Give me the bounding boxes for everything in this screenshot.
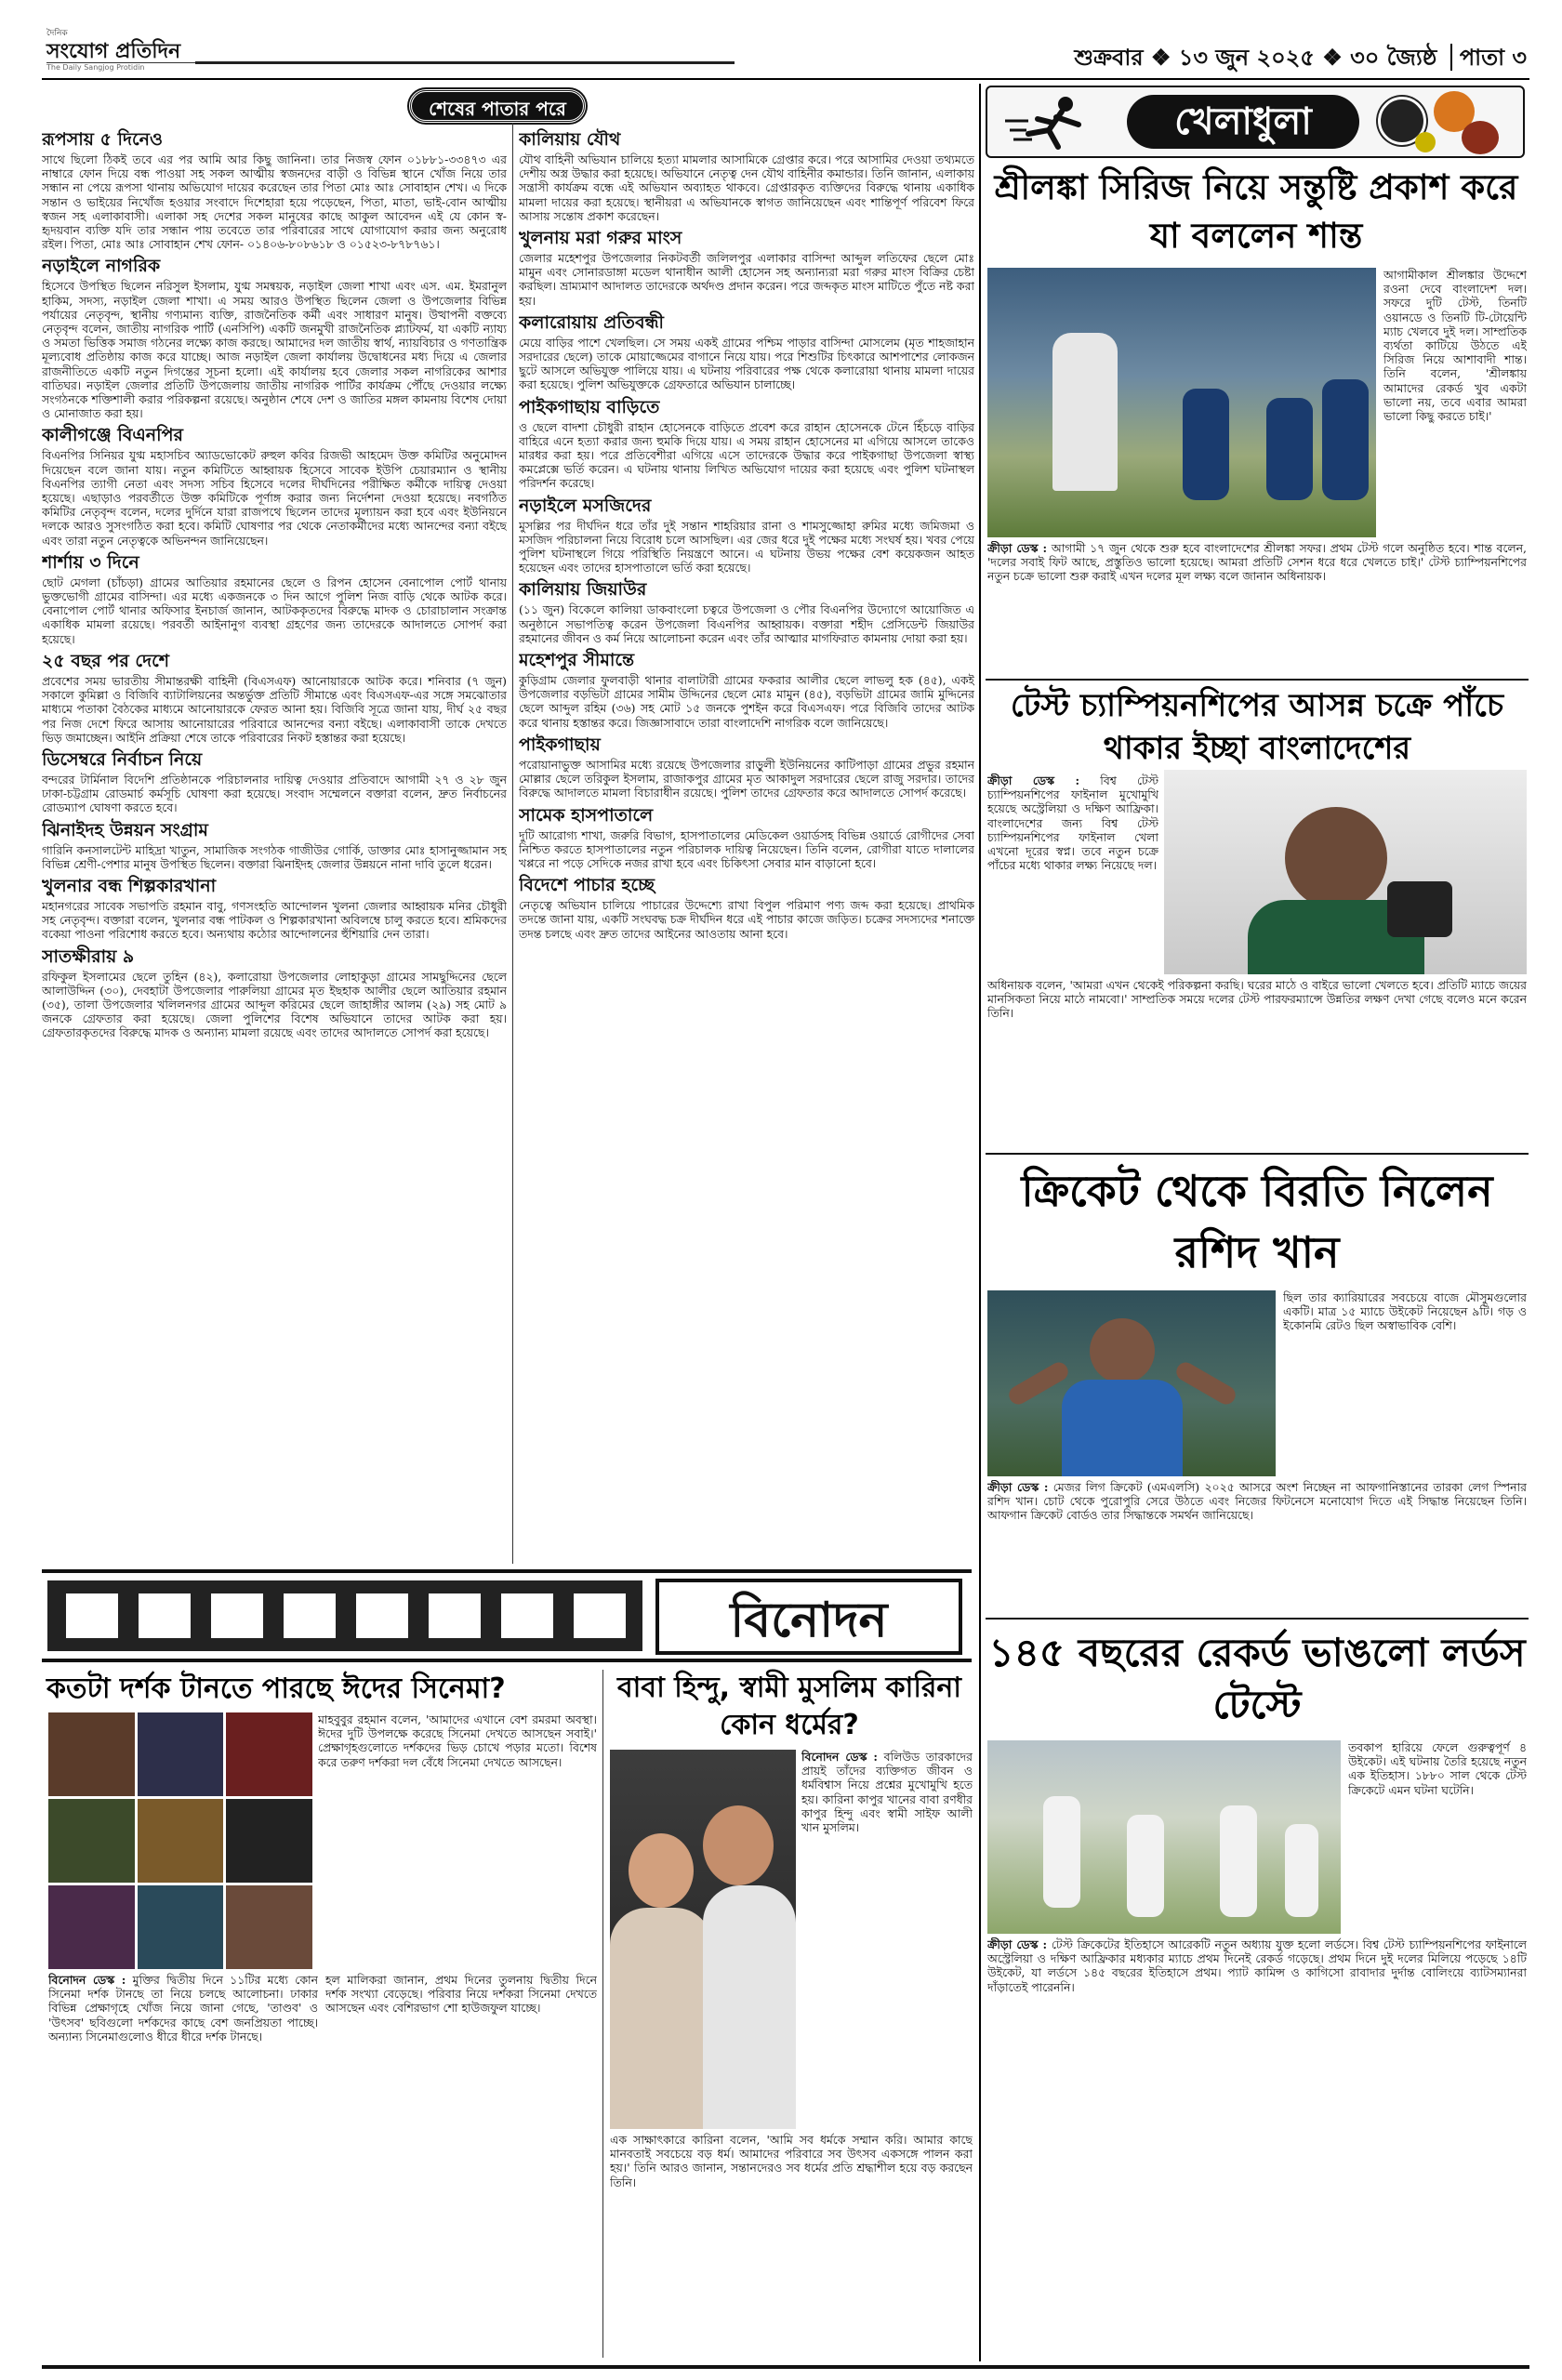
kareena-saif-photo bbox=[610, 1750, 796, 2129]
logo-english: The Daily Sangjog Protidin bbox=[46, 62, 195, 72]
headline-samek-hospital: সামেক হাসপাতালে bbox=[519, 804, 654, 826]
rashid-article-part2 bbox=[987, 1480, 1527, 1610]
article-narail-mosque: মুসল্লির পর দীর্ঘদিন ধরে তাঁর দুই সন্তান শাহরিয়ার রানা ও শামসুজ্জোহা রুমির মধ্যে জমিজমা ও মসজিদ পরিচালনা নিয়ে বিরোধ চলে আসছিল। এর জের ধরে দুই পক্ষের মধ্যে সংঘর্ষ হয়। খবর পেয়ে পুলিশ ঘটনাস্থলে গিয়ে পরিস্থিতি নিয়ন্ত্রণে আনে। এ ঘটনায় উভয় পক্ষের বেশ কয়েকজন আহত হয়েছেন এবং তাদের হাসপাতালে ভর্তি করা হয়েছে। bbox=[519, 518, 974, 575]
headline-kalia-joint: কালিয়ায় যৌথ bbox=[519, 129, 621, 150]
kareena-article-body: বলিউড তারকাদের প্রায়ই তাঁদের ব্যক্তিগত জীবন ও ধর্মবিশ্বাস নিয়ে প্রশ্নের মুখোমুখি হতে হয়। কারিনা কাপুর খানের বাবা রণধীর কাপুর হিন্দু এবং স্বামী সাইফ আলী খান মুসলিম। bbox=[801, 1750, 973, 1835]
sports-desk-credit-3: ক্রীড়া ডেস্ক : bbox=[987, 1480, 1049, 1494]
headline-jhenaidah: ঝিনাইদহ উন্নয়ন সংগ্রাম bbox=[42, 819, 208, 840]
masthead-rule bbox=[195, 61, 735, 64]
entertainment-banner bbox=[42, 1569, 972, 1662]
article-25-years: প্রবেশের সময় ভারতীয় সীমান্তরক্ষী বাহিনী (বিএসএফ) আনোয়ারকে আটক করে। শনিবার (৭ জুন) সকালে কুমিল্লা ও বিজিবি ব্যাটালিয়নের অন্তর্ভুক্ত প্রতিটি সীমান্তে এবং বিএসএফ-এর সঙ্গে সমঝোতার মাধ্যমে পতাকা বৈঠকের মাধ্যমে আনোয়ারকে ফেরত আনা হয়। বিজিবি সূত্রে জানা যায়, দীর্ঘ ২৫ বছর পর নিজ দেশে ফিরে আসায় আনোয়ারের পরিবারে আনন্দের বন্যা বইছে। এলাকাবাসী তাকে দেখতে ভিড় জমাচ্ছেন। আইনি প্রক্রিয়া শেষে তাকে পরিবারের নিকট হস্তান্তর করা হয়েছে। bbox=[42, 673, 507, 745]
sports-desk-credit: ক্রীড়া ডেস্ক : bbox=[987, 541, 1048, 555]
eid-cinema-part2 bbox=[48, 1973, 318, 2356]
headline-lords-record: ১৪৫ বছরের রেকর্ড ভাঙলো লর্ডস টেস্টে bbox=[988, 1630, 1526, 1727]
filmstrip-graphic bbox=[47, 1580, 642, 1651]
headline-rupsha: রূপসায় ৫ দিনেও bbox=[42, 129, 163, 150]
shanto-article-part2 bbox=[987, 541, 1527, 677]
column-divider bbox=[512, 123, 513, 1564]
headline-december: ডিসেম্বরে নির্বাচন নিয়ে bbox=[42, 748, 203, 770]
headline-shanto: শ্রীলঙ্কা সিরিজ নিয়ে সন্তুষ্টি প্রকাশ করে যা বললেন শান্ত bbox=[994, 167, 1518, 256]
article-paikgacha-home: ও ছেলে বাদশা চৌধুরী রাহান হোসেনকে বাড়িতে প্রবেশ করে রাহান হোসেনকে টেনে হিঁচড়ে বাড়ির বাহিরে এনে হত্যা করার জন্য হুমকি দিয়ে যায়। এ সময় রাহান হোসেনের মা এগিয়ে আসলে তাকেও মারধর করা হয়। পরে প্রতিবেশীরা এগিয়ে এসে তাদেরকে উদ্ধার করে পাইকগাছা উপজেলা স্বাস্থ্য কমপ্লেক্সে ভর্তি করেন। এ ঘটনায় থানায় লিখিত অভিযোগ দায়ের করা হয়েছে এবং পুলিশ ঘটনাস্থল পরিদর্শন করেছে। bbox=[519, 419, 974, 491]
kareena-article-part2: এক সাক্ষাৎকারে কারিনা বলেন, 'আমি সব ধর্মকে সম্মান করি। আমার কাছে মানবতাই সবচেয়ে বড় ধর্ম। আমাদের পরিবারে সব উৎসব একসঙ্গে পালন করা হয়।' তিনি আরও জানান, সন্তানদেরও সব ধর্মের প্রতি শ্রদ্ধাশীল হয়ে বড় করছেন তিনি। bbox=[610, 2133, 973, 2189]
headline-narail: নড়াইলে নাগরিক bbox=[42, 256, 161, 277]
headline-kalia-zia: কালিয়ায় জিয়াউর bbox=[519, 579, 647, 601]
wtc-article-part1 bbox=[987, 774, 1158, 950]
wtc-article-part2: অধিনায়ক বলেন, 'আমরা এখন থেকেই পরিকল্পনা করছি। ঘরের মাঠে ও বাইরে ভালো খেলতে হবে। প্রতিটি ম্যাচে জয়ের মানসিকতা নিয়ে মাঠে নামবো।' সাম্প্রতিক সময়ে দলের টেস্ট পারফরম্যান্সে উন্নতির লক্ষণ দেখা গেছে বলেও মনে করেন তিনি। bbox=[987, 978, 1527, 1021]
issue-date bbox=[1074, 41, 1527, 78]
masthead-divider bbox=[42, 78, 1529, 80]
article-kaliganj: বিএনপির সিনিয়র যুগ্ম মহাসচিব অ্যাডভোকেট রুহুল কবির রিজভী আহমেদ উক্ত কমিটির অনুমোদন দিয়েছেন বলে জানা যায়। নতুন কমিটিতে আহ্বায়ক হিসেবে সাবেক ইউপি চেয়ারম্যান ও স্থানীয় বিএনপির ত্যাগী নেতা এবং সদস্য সচিব হিসেবে দলের দীর্ঘদিনের পরীক্ষিত কর্মীকে দায়িত্ব দেওয়া হয়েছে। এছাড়াও পরবর্তীতে উক্ত কমিটিকে পূর্ণাঙ্গ করার জন্য নির্দেশনা দেওয়া হয়েছে। নবগঠিত কমিটির নেতৃবৃন্দ বলেন, দলের দুর্দিনে যারা রাজপথে ছিলেন তাদের মূল্যায়ন করা হবে এবং ইউনিয়নে দলকে আরও সুসংগঠিত করা হবে। কমিটি ঘোষণার পর থেকে নেতাকর্মীদের মধ্যে আনন্দের বন্যা বইছে এবং তারা নতুন নেতৃত্বকে অভিনন্দন জানিয়েছেন। bbox=[42, 448, 507, 548]
article-kalia-joint: যৌথ বাহিনী অভিযান চালিয়ে হত্যা মামলার আসামিকে গ্রেপ্তার করে। পরে আসামির দেওয়া তথ্যমতে দেশীয় অস্ত্র উদ্ধার করা হয়েছে। অভিযানে নেতৃত্ব দেন যৌথ বাহিনীর কমান্ডার। তিনি জানান, এলাকায় সন্ত্রাসী কার্যক্রম বন্ধে এই অভিযান অব্যাহত থাকবে। গ্রেপ্তারকৃত ব্যক্তিদের বিরুদ্ধে থানায় একাধিক মামলা দায়ের করা হয়েছে। স্থানীয়রা এ অভিযানকে স্বাগত জানিয়েছেন এবং শান্তিপূর্ণ পরিবেশ ফিরে আসায় সন্তোষ প্রকাশ করেছেন। bbox=[519, 152, 974, 223]
date-text: শুক্রবার ❖ ১৩ জুন ২০২৫ ❖ ৩০ জ্যৈষ্ঠ bbox=[1074, 44, 1437, 71]
headline-satkhira: সাতক্ষীরায় ৯ bbox=[42, 945, 135, 967]
article-khulna-meat: জেলার মহেশপুর উপজেলার নিকটবর্তী জলিলপুর এলাকার বাসিন্দা আব্দুল লতিফের ছেলে মোঃ মামুন এবং সোনারডাঙ্গা মডেল থানাধীন আলী হোসেন সহ অন্যান্যরা মরা গরুর মাংস বিক্রির চেষ্টা করছিল। ভ্রাম্যমাণ আদালত তাদেরকে অর্থদণ্ড প্রদান করেন। পরে জব্দকৃত মাংস মাটিতে পুঁতে নষ্ট করা হয়। bbox=[519, 251, 974, 308]
runner-icon bbox=[1000, 93, 1112, 152]
article-smuggling: নেতৃত্বে অভিযান চালিয়ে পাচারের উদ্দেশ্যে রাখা বিপুল পরিমাণ পণ্য জব্দ করা হয়েছে। প্রাথমিক তদন্তে জানা যায়, একটি সংঘবদ্ধ চক্র দীর্ঘদিন ধরে এই পাচার কাজে জড়িত। চক্রের সদস্যদের শনাক্তে তদন্ত চলছে এবং দ্রুত তাদের আইনের আওতায় আনা হবে। bbox=[519, 898, 974, 941]
kareena-article-part1 bbox=[801, 1750, 973, 2129]
eid-cinema-body: মুক্তির দ্বিতীয় দিনে ১১টির মধ্যে কোন সিনেমা দর্শক টানছে তা নিয়ে চলছে আলোচনা। ঢাকার বিভিন্ন প্রেক্ষাগৃহে খোঁজ নিয়ে জানা গেছে, 'তাণ্ডব' ও 'উৎসব' ছবিগুলো দর্শকদের কাছে বেশ জনপ্রিয়তা পাচ্ছে। অন্যান্য সিনেমাগুলোও ধীরে ধীরে দর্শক টানছে। bbox=[48, 1973, 318, 2043]
sports-banner bbox=[986, 86, 1525, 158]
rashid-article-part1: ছিল তার ক্যারিয়ারের সবচেয়ে বাজে মৌসুমগুলোর একটি। মাত্র ১৫ ম্যাচে উইকেট নিয়েছেন ৯টি। গড় ও ইকোনমি রেটও ছিল অস্বাভাবিক বেশি। bbox=[1283, 1290, 1527, 1333]
article-jhenaidah: গারিনি কনসালটেন্ট মাহিদ্রা খাতুন, সামাজিক সংগঠক গাজীউর গোর্কি, ডাক্তার মোঃ হাসানুজ্জামান সহ বিভিন্ন শ্রেণী-পেশার মানুষ উপস্থিত ছিলেন। বক্তারা ঝিনাইদহ জেলার উন্নয়নে নানা দাবি তুলে ধরেন। bbox=[42, 842, 507, 871]
eid-cinema-part1: মাহবুবুর রহমান বলেন, 'আমাদের এখানে বেশ রমরমা অবস্থা। ঈদের দুটি উপলক্ষে করেছে সিনেমা দেখতে আসছেন সবাই।' প্রেক্ষাগৃহগুলোতে দর্শকদের ভিড় চোখে পড়ার মতো। বিশেষ করে তরুণ দর্শকরা দল বেঁধে সিনেমা দেখতে আসছেন। bbox=[318, 1712, 597, 1769]
shanto-article-body: আগামী ১৭ জুন থেকে শুরু হবে বাংলাদেশের শ্রীলঙ্কা সফর। প্রথম টেস্ট গলে অনুষ্ঠিত হবে। শান্ত বলেন, 'দলের সবাই ফিট আছে, প্রস্তুতিও ভালো হয়েছে। আমরা প্রতিটি সেশন ধরে ধরে খেলতে চাই।' টেস্ট চ্যাম্পিয়নশিপের নতুন চক্রে ভালো শুরু করাই এখন দলের মূল লক্ষ্য বলে জানান অধিনায়ক। bbox=[987, 541, 1527, 584]
headline-sharsha: শার্শায় ৩ দিনে bbox=[42, 551, 139, 573]
rashid-article-body: মেজর লিগ ক্রিকেট (এমএলসি) ২০২৫ আসরে অংশ নিচ্ছেন না আফগানিস্তানের তারকা লেগ স্পিনার রশিদ খান। চোট থেকে পুরোপুরি সেরে উঠতে এবং নিজের ফিটনেসে মনোযোগ দিতে এই সিদ্ধান্ত নিয়েছেন তিনি। আফগান ক্রিকেট বোর্ডও তার সিদ্ধান্তকে সমর্থন জানিয়েছে। bbox=[987, 1480, 1527, 1523]
headline-paikgacha-home: পাইকগাছায় বাড়িতে bbox=[519, 396, 660, 417]
headline-khulna-mills: খুলনার বন্ধ শিল্পকারখানা bbox=[42, 875, 217, 896]
rashid-khan-photo bbox=[987, 1290, 1276, 1476]
article-rupsha: সাথে ছিলো ঠিকই তবে এর পর আমি আর কিছু জানিনা। তার নিজস্ব ফোন ০১৮৮১-৩৩৪৭৩ এর নাম্বারে ফোন দিয়ে বন্ধ পাওয়া সহ সকল আত্মীয় স্বজনদের বাড়ী ও বিভিন্ন স্থানে খোঁজ নিয়ে তার সন্ধান না পেয়ে রূপসা থানায় অভিযোগ দায়ের করেছেন তার পিতা মোঃ আঃ সোবাহান শেখ। এ দিকে সন্তান ও ভাইয়ের নিখোঁজ হওয়ার সংবাদে দিশেহারা হয়ে পড়েছেন, পিতা, মাতা, ভাই-বোন আত্মীয় স্বজন সহ এলাকাবাসী। এলাকা সহ দেশের সকল মানুষের কাছে আকুল আবেদন এই যে কোন স্ব-হৃদয়বান ব্যক্তি যদি তার সন্ধান পায় তবেতে তার পরিবারের সাথে যোগাযোগ করার জন্য অনুরোধ রইল। পিতা, মোঃ আঃ সোবাহান শেখ ফোন- ০১৪০৬-৮০৮৬১৮ ও ০১৫২৩-৮৭৮৭৬১। bbox=[42, 152, 507, 252]
sports-rule-2 bbox=[986, 1153, 1529, 1155]
sports-rule-3 bbox=[986, 1618, 1529, 1620]
wtc-article-body: বিশ্ব টেস্ট চ্যাম্পিয়নশিপের ফাইনাল মুখোমুখি হয়েছে অস্ট্রেলিয়া ও দক্ষিণ আফ্রিকা। বাংলাদেশের জন্য বিশ্ব টেস্ট চ্যাম্পিয়নশিপের ফাইনাল খেলা এখনো দূরের স্বপ্ন। তবে নতুন চক্রে পাঁচের মধ্যে থাকার লক্ষ্য নিয়েছে দল। bbox=[987, 774, 1158, 873]
headline-25-years: ২৫ বছর পর দেশে bbox=[42, 650, 169, 671]
column-two bbox=[519, 125, 974, 1564]
headline-khulna-meat: খুলনায় মরা গরুর মাংস bbox=[519, 228, 682, 249]
lords-test-photo bbox=[987, 1740, 1341, 1934]
entertainment-desk-credit: বিনোদন ডেস্ক : bbox=[48, 1973, 126, 1987]
shanto-article-part1: আগামীকাল শ্রীলঙ্কার উদ্দেশে রওনা দেবে বাংলাদেশ দল। সফরে দুটি টেস্ট, তিনটি ওয়ানডে ও তিনটি টি-টোয়েন্টি ম্যাচ খেলবে দুই দল। সাম্প্রতিক ব্যর্থতা কাটিয়ে উঠতে এই সিরিজ নিয়ে আশাবাদী শান্ত। তিনি বলেন, 'শ্রীলঙ্কায় আমাদের রেকর্ড খুব একটা ভালো নয়, তবে এবার আমরা ভালো কিছু করতে চাই।' bbox=[1383, 268, 1527, 424]
newspaper-logo bbox=[46, 26, 195, 72]
headline-kaliganj: কালীগঞ্জে বিএনপির bbox=[42, 425, 183, 446]
headline-rashid: ক্রিকেট থেকে বিরতি নিলেন রশিদ খান bbox=[1021, 1166, 1493, 1277]
logo-name: সংযোগ প্রতিদিন bbox=[46, 39, 181, 63]
sports-rule-1 bbox=[986, 679, 1529, 681]
entertainment-divider bbox=[602, 1670, 603, 2358]
section-divider bbox=[979, 84, 981, 2361]
article-december: বন্দরের টার্মিনাল বিদেশি প্রতিষ্ঠানকে পরিচালনার দায়িত্ব দেওয়ার প্রতিবাদে আগামী ২৭ ও ২৮ জুন ঢাকা-চট্টগ্রাম রোডমার্চ কর্মসূচি ঘোষণা করা হয়েছে। সংবাদ সম্মেলনে বক্তারা বলেন, দ্রুত নির্বাচনের রোডম্যাপ ঘোষণা করতে হবে। bbox=[42, 772, 507, 815]
headline-kareena: বাবা হিন্দু, স্বামী মুসলিম কারিনা কোন ধর্মের? bbox=[616, 1672, 962, 1741]
press-conference-photo bbox=[1164, 770, 1527, 974]
sports-desk-credit-4: ক্রীড়া ডেস্ক : bbox=[987, 1937, 1048, 1951]
headline-maheshpur: মহেশপুর সীমান্তে bbox=[519, 650, 635, 671]
article-samek-hospital: দুটি আরোগ্য শাখা, জরুরি বিভাগ, হাসপাতালের মেডিকেল ওয়ার্ডসহ বিভিন্ন ওয়ার্ডে রোগীদের সেবা নিশ্চিত করতে হাসপাতালের নতুন পরিচালক দায়িত্ব নিয়েছেন। তিনি বলেন, রোগীরা যাতে দালালের খপ্পরে না পড়ে সেদিকে নজর রাখা হবে এবং চিকিৎসা সেবার মান বাড়ানো হবে। bbox=[519, 827, 974, 870]
cricket-match-photo bbox=[987, 268, 1376, 537]
lords-article-body: টেস্ট ক্রিকেটের ইতিহাসে আরেকটি নতুন অধ্যায় যুক্ত হলো লর্ডসে। বিশ্ব টেস্ট চ্যাম্পিয়নশিপের ফাইনালে অস্ট্রেলিয়া ও দক্ষিণ আফ্রিকার মধ্যকার ম্যাচে প্রথম দিনেই রেকর্ড গড়েছে। প্রথম দিনে দুই দলের মিলিয়ে পড়েছে ১৪টি উইকেট, যা লর্ডসে ১৪৫ বছরের ইতিহাসে প্রথম। প্যাট কামিন্স ও কাগিসো রাবাদার দুর্দান্ত বোলিংয়ে ব্যাটসম্যানরা দাঁড়াতেই পারেননি। bbox=[987, 1937, 1527, 1994]
rugby-ball-icon bbox=[1462, 121, 1499, 154]
article-kalia-zia: (১১ জুন) বিকেলে কালিয়া ডাকবাংলো চত্বরে উপজেলা ও পৌর বিএনপির উদ্যোগে আয়োজিত এ অনুষ্ঠানে সভাপতিত্ব করেন উপজেলা বিএনপির আহ্বায়ক। বক্তারা শহীদ প্রেসিডেন্ট জিয়াউর রহমানের জীবন ও কর্ম নিয়ে আলোচনা করেন এবং তাঁর আত্মার মাগফিরাত কামনায় দোয়া করা হয়। bbox=[519, 602, 974, 645]
article-kalaroa: মেয়ে বাড়ির পাশে খেলছিল। সে সময় একই গ্রামের পশ্চিম পাড়ার বাসিন্দা মোসলেম (মৃত শাহজাহান সরদারের ছেলে) তাকে মোয়াজ্জেমের বাগানে নিয়ে যায়। পরে শিশুটির চিৎকারে আশপাশের লোকজন ছুটে আসলে অভিযুক্ত পালিয়ে যায়। এ ঘটনায় পরিবারের পক্ষ থেকে কলারোয়া থানায় মামলা দায়ের করা হয়েছে। পুলিশ অভিযুক্তকে গ্রেফতারে অভিযান চালাচ্ছে। bbox=[519, 335, 974, 392]
lords-article-part1: তবকাপ হারিয়ে ফেলে গুরুত্বপূর্ণ ৪ উইকেট। এই ঘটনায় তৈরি হয়েছে নতুন এক ইতিহাস। ১৮৮০ সাল থেকে টেস্ট ক্রিকেটে এমন ঘটনা ঘটেনি। bbox=[1348, 1740, 1527, 1797]
article-satkhira: রফিকুল ইসলামের ছেলে তুহিন (৪২), কলারোয়া উপজেলার লোহাকুড়া গ্রামের সামছুদ্দিনের ছেলে আলাউদ্দিন (৩০), দেবহাটা উপজেলার পারুলিয়া গ্রামের মৃত ইছহাক আলীর ছেলে আতিয়ার রহমান (৩৫), তালা উপজেলার খলিলনগর গ্রামের আব্দুল করিমের ছেলে জাহাঙ্গীর আলম (২৯) সহ মোট ৯ জনকে গ্রেফতার করা হয়েছে। জেলা পুলিশের বিশেষ অভিযানে তাদের আটক করা হয়। গ্রেফতারকৃতদের বিরুদ্ধে মাদক ও অন্যান্য মামলা রয়েছে এবং তাদের আদালতে সোপর্দ করা হয়েছে। bbox=[42, 969, 507, 1040]
headline-paikgacha: পাইকগাছায় bbox=[519, 734, 601, 755]
logo-prefix: দৈনিক bbox=[46, 29, 68, 38]
entertainment-title: বিনোদন bbox=[655, 1579, 962, 1655]
headline-eid-cinema: কতটা দর্শক টানতে পারছে ঈদের সিনেমা? bbox=[46, 1673, 506, 1705]
article-paikgacha: পরোয়ানাভুক্ত আসামির মধ্যে রয়েছে উপজেলার রাড়ুলী ইউনিয়নের কাটিপাড়া গ্রামের প্রভুর রহমান মোল্লার ছেলে তরিকুল ইসলাম, রাজাকপুর গ্রামের মৃত আকাদুল সরদারের ছেলে রাজু সরদার। তাদের বিরুদ্ধে আদালতে মামলা বিচারাধীন রয়েছে। পুলিশ তাদের গ্রেফতার করে আদালতে সোপর্দ করেছে। bbox=[519, 757, 974, 800]
movie-posters-collage bbox=[48, 1712, 312, 1969]
eid-cinema-part3: হল মালিকরা জানান, প্রথম দিনের তুলনায় দ্বিতীয় দিনে দর্শক সংখ্যা বেড়েছে। পরিবার নিয়ে দর্শকরা সিনেমা দেখতে আসছেন এবং বেশিরভাগ শো হাউজফুল যাচ্ছে। bbox=[325, 1973, 597, 2016]
tennis-ball-icon bbox=[1415, 132, 1436, 152]
headline-wtc: টেস্ট চ্যাম্পিয়নশিপের আসন্ন চক্রে পাঁচে থাকার ইচ্ছা বাংলাদেশের bbox=[1010, 687, 1504, 767]
headline-narail-mosque: নড়াইলে মসজিদের bbox=[519, 495, 652, 516]
article-sharsha: ছোট মেগলা (চাঁচড়া) গ্রামের আতিয়ার রহমানের ছেলে ও রিপন হোসেন বেনাপোল পোর্ট থানায় ভুক্তভোগী গ্রামের বাসিন্দা। এর মধ্যে একজনকে ৩ দিন আগে পুলিশ নিজ বাড়ি থেকে আটক করে। বেনাপোল পোর্ট থানার অফিসার ইনচার্জ জানান, আটককৃতদের বিরুদ্ধে মাদক ও চোরাচালান সংক্রান্ত একাধিক মামলা রয়েছে। পরবর্তী আইনানুগ ব্যবস্থা গ্রহণের জন্য তাদেরকে আদালতে সোপর্দ করা হয়েছে। bbox=[42, 575, 507, 646]
headline-smuggling: বিদেশে পাচার হচ্ছে bbox=[519, 875, 655, 896]
headline-kalaroa: কলারোয়ায় প্রতিবন্ধী bbox=[519, 311, 664, 333]
lords-article-part2 bbox=[987, 1937, 1527, 2356]
page-bottom-rule bbox=[42, 2365, 1529, 2369]
article-khulna-mills: মহানগরের সাবেক সভাপতি রহমান বাবু, গণসংহতি আন্দোলন খুলনা জেলার আহ্বায়ক মনির চৌধুরী সহ নেতৃবৃন্দ। বক্তারা বলেন, খুলনার বন্ধ পাটকল ও শিল্পকারখানা অবিলম্বে চালু করতে হবে। শ্রমিকদের বকেয়া পাওনা পরিশোধ করতে হবে। অন্যথায় কঠোর আন্দোলনের হুঁশিয়ারি দেন তারা। bbox=[42, 898, 507, 942]
article-narail: হিসেবে উপস্থিত ছিলেন নরিসুল ইসলাম, যুগ্ম সমন্বয়ক, নড়াইল জেলা শাখা এবং এস. এম. ইমরানুল হাকিম, সদস্য, নড়াইল জেলা শাখা। এ সময় আরও উপস্থিত ছিলেন জেলা ও উপজেলার বিভিন্ন পর্যায়ের নেতৃবৃন্দ, স্থানীয় গণ্যমান্য ব্যক্তি, রাজনৈতিক কর্মী এবং সাধারণ মানুষ। উত্থাপনী বক্তব্যে নেতৃবৃন্দ বলেন, জাতীয় নাগরিক পার্টি (এনসিপি) একটি জনমুখী রাজনৈতিক প্ল্যাটফর্ম, যা একটি ন্যায্য ও সমতা ভিত্তিক সমাজ গঠনের লক্ষ্যে কাজ করছে। আমাদের দল জাতীয় স্বার্থ, ন্যায়বিচার ও গণতান্ত্রিক মূল্যবোধ প্রতিষ্ঠায় কাজ করে যাচ্ছে। আজ নড়াইল জেলা কার্যালয় উদ্বোধনের মধ্য দিয়ে এ জেলার রাজনীতিতে একটি নতুন দিগন্তের সূচনা হলো। এই কার্যালয় হবে জেলার সকল নাগরিকের আশার বাতিঘর। নড়াইল জেলার প্রতিটি উপজেলায় জাতীয় নাগরিক পার্টির কার্যক্রম পৌঁছে দেওয়ার লক্ষ্যে সংগঠনকে শক্তিশালী করার পরিকল্পনা রয়েছে। অনুষ্ঠান শেষে দেশ ও জাতির মঙ্গল কামনায় বিশেষ দোয়া ও মোনাজাত করা হয়। bbox=[42, 279, 507, 421]
sports-title: খেলাধুলা bbox=[1127, 95, 1359, 149]
sports-desk-credit-2: ক্রীড়া ডেস্ক : bbox=[987, 774, 1080, 787]
column-one bbox=[42, 125, 507, 1564]
article-maheshpur: কুড়িগ্রাম জেলার ফুলবাড়ী থানার বালাটারী গ্রামের ফকরার আলীর ছেলে লাভলু হক (৪৫), একই উপজেলার বড়ভিটা গ্রামের সামীম উদ্দিনের ছেলে মোঃ মামুন (৪৫), বড়ভিটা গ্রামের জামি মুদ্দিনের ছেলে আব্দুল রহিম (৩৬) সহ মোট ১৫ জনকে পুশইন করে বিএসএফ। পরে বিজিবি তাদের আটক করে থানায় হস্তান্তর করে। জিজ্ঞাসাবাদে তারা বাংলাদেশি নাগরিক বলে জানিয়েছে। bbox=[519, 673, 974, 730]
page-number: পাতা ৩ bbox=[1450, 44, 1527, 71]
continued-banner: শেষের পাতার পরে bbox=[409, 89, 586, 123]
entertainment-desk-credit-2: বিনোদন ডেস্ক : bbox=[801, 1750, 878, 1764]
